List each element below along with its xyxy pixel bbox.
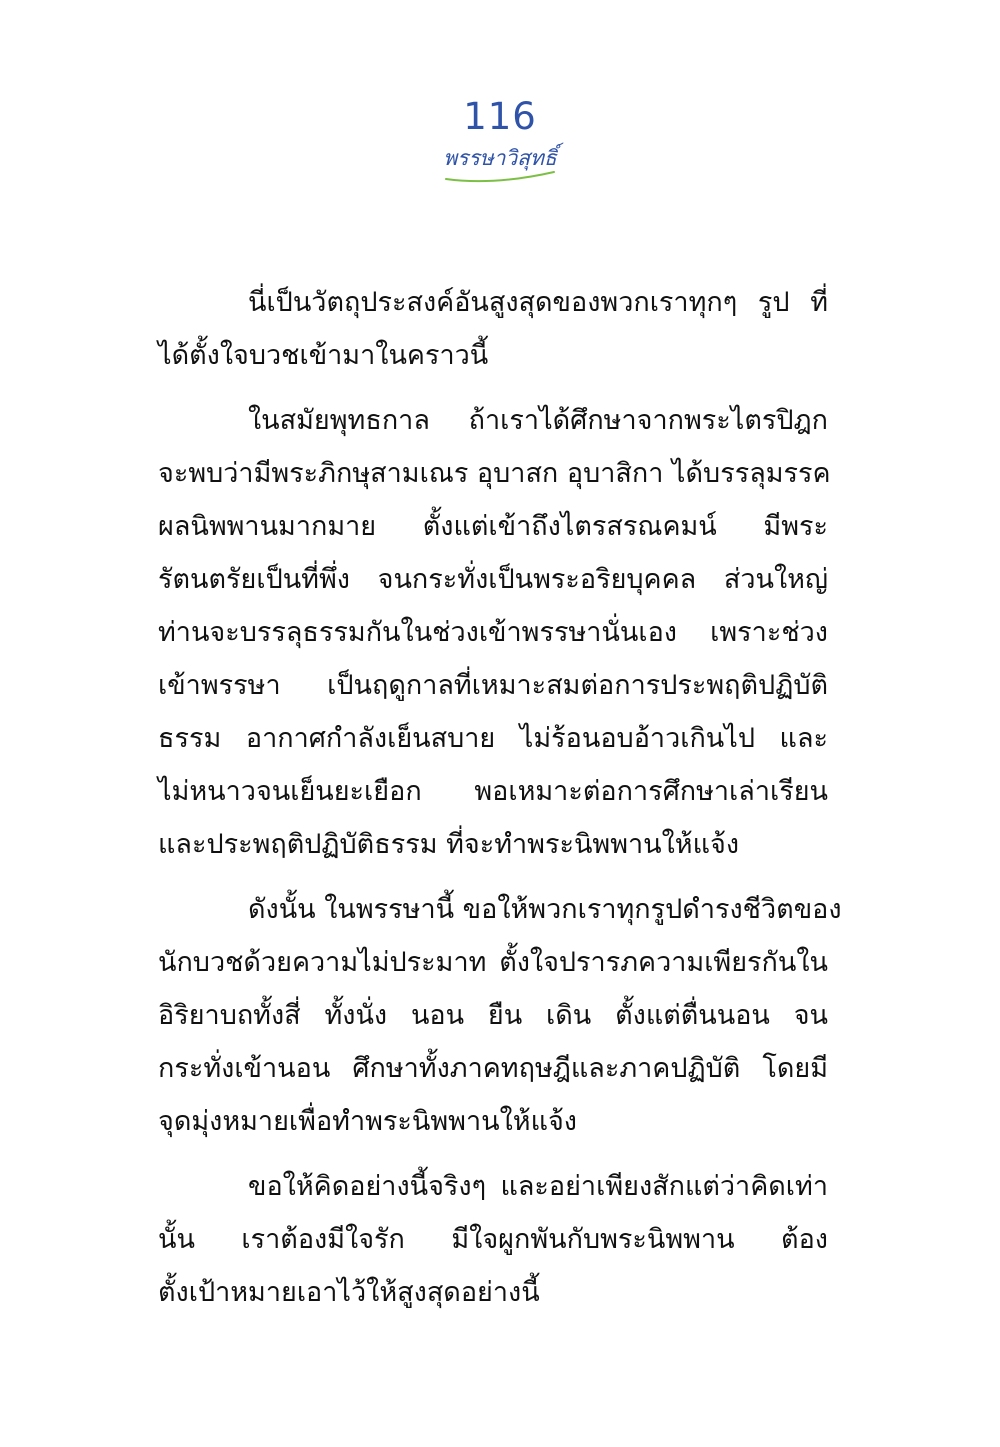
text-line: ไม่หนาวจนเย็นยะเยือก พอเหมาะต่อการศึกษาเล่าเรียน [158,776,828,807]
text-line: ดังนั้น ในพรรษานี้ ขอให้พวกเราทุกรูปดำรงชีวิตของ [248,894,842,925]
text-line: ธรรม อากาศกำลังเย็นสบาย ไม่ร้อนอบอ้าวเกินไป และ [158,723,828,754]
paragraph [158,883,842,1148]
paragraph [158,394,831,871]
text-line: ขอให้คิดอย่างนี้จริงๆ และอย่าเพียงสักแต่ว่าคิดเท่า [248,1171,828,1202]
paragraph [158,1160,828,1319]
paragraph [158,276,828,382]
text-line: ตั้งเป้าหมายเอาไว้ให้สูงสุดอย่างนี้ [158,1277,540,1308]
running-title: พรรษาวิสุทธิ์ [443,146,557,170]
page-number: 116 [463,95,537,138]
text-line: ผลนิพพานมากมาย ตั้งแต่เข้าถึงไตรสรณคมน์ มีพระ [158,511,828,542]
text-line: ได้ตั้งใจบวชเข้ามาในคราวนี้ [158,340,489,371]
text-line: ท่านจะบรรลุธรรมกันในช่วงเข้าพรรษานั่นเอง เพราะช่วง [158,617,828,648]
text-line: กระทั่งเข้านอน ศึกษาทั้งภาคทฤษฎีและภาคปฏิบัติ โดยมี [158,1053,828,1084]
body-text [158,276,842,1319]
text-line: และประพฤติปฏิบัติธรรม ที่จะทำพระนิพพานให้แจ้ง [158,829,740,860]
text-line: นักบวชด้วยความไม่ประมาท ตั้งใจปรารภความเพียรกันใน [158,947,828,978]
text-line: รัตนตรัยเป็นที่พึ่ง จนกระทั่งเป็นพระอริยบุคคล ส่วนใหญ่ [158,564,828,595]
page-header [0,92,1000,184]
text-line: นี่เป็นวัตถุประสงค์อันสูงสุดของพวกเราทุกๆ รูป ที่ [248,287,828,318]
text-line: จะพบว่ามีพระภิกษุสามเณร อุบาสก อุบาสิกา ได้บรรลุมรรค [158,458,831,489]
text-line: เข้าพรรษา เป็นฤดูกาลที่เหมาะสมต่อการประพฤติปฏิบัติ [158,670,828,701]
text-line: จุดมุ่งหมายเพื่อทำพระนิพพานให้แจ้ง [158,1106,577,1137]
text-line: ในสมัยพุทธกาล ถ้าเราได้ศึกษาจากพระไตรปิฎก [248,405,828,436]
text-line: นั้น เราต้องมีใจรัก มีใจผูกพันกับพระนิพพาน ต้อง [158,1224,828,1255]
text-line: อิริยาบถทั้งสี่ ทั้งนั่ง นอน ยืน เดิน ตั้งแต่ตื่นนอน จน [158,1000,828,1031]
